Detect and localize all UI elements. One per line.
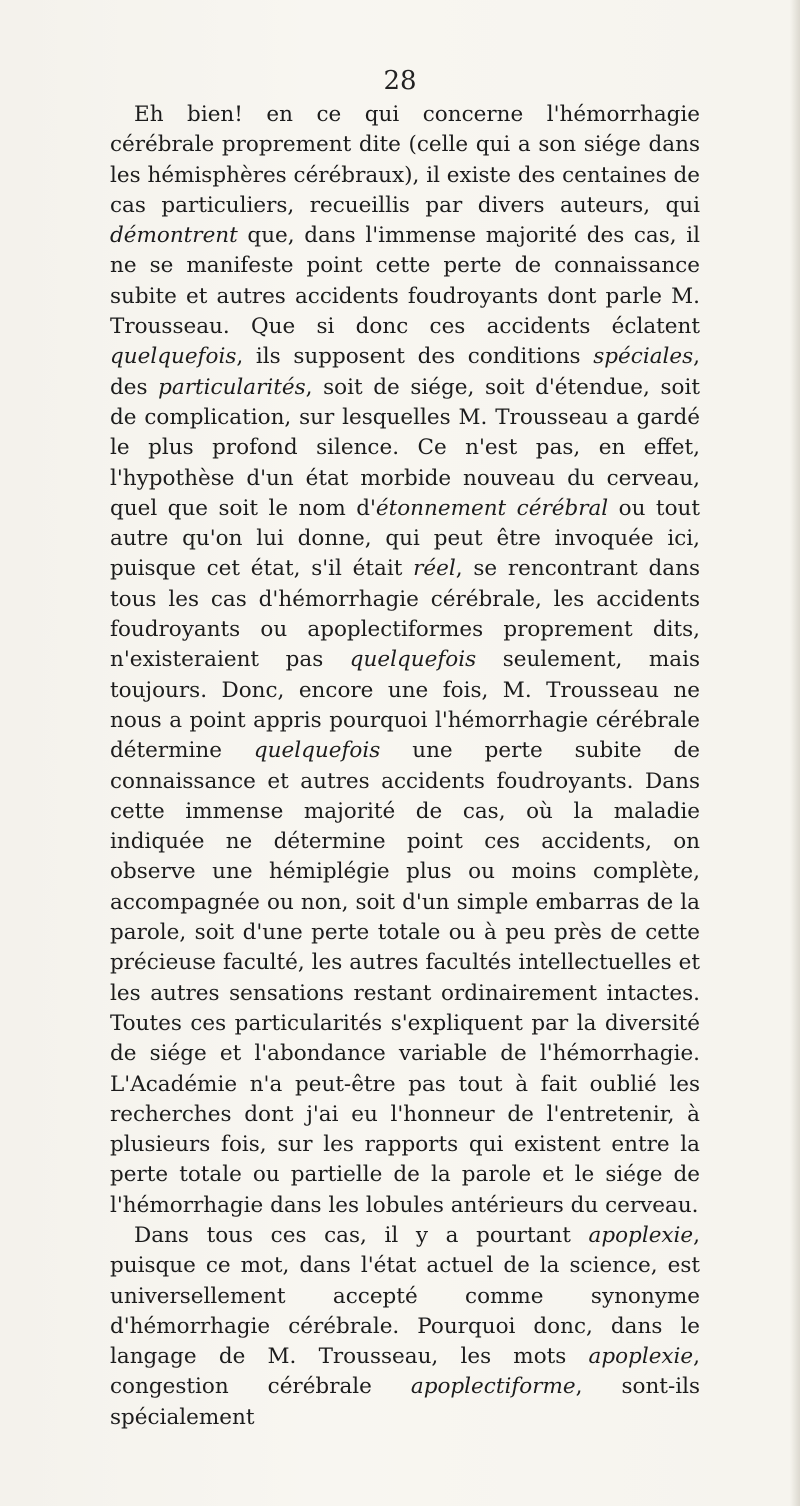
text-run: , congestion cérébrale	[110, 1344, 700, 1400]
italic-text: quelquefois	[349, 647, 477, 673]
text-run: , sont-ils spécialement	[110, 1374, 700, 1430]
text-run: , des	[110, 344, 700, 400]
text-run: Eh bien! en ce qui concerne l'hémorrhagie cérébrale proprement dite (celle qui a son siége dans les hémisphères cérébraux), il existe des centaines de cas particuliers, recueillis par divers auteurs, qui	[110, 102, 700, 218]
italic-text: étonnement cérébral	[375, 495, 609, 521]
text-run: seulement, mais toujours. Donc, encore une fois, M. Trousseau ne nous a point appris pourquoi l'hémorrhagie cérébrale détermine	[110, 647, 700, 764]
italic-text: apoplectiforme	[410, 1374, 576, 1400]
page-number: 28	[383, 66, 417, 96]
text-run: , soit de siége, soit d'étendue, soit de complication, sur lesquelles M. Trousseau a gardé le plus profond silence. Ce n'est pas, en effet, l'hypothèse d'un état morbide nouveau du cerveau, quel que soit le nom d'	[110, 374, 700, 521]
text-run: ou tout autre qu'on lui donne, qui peut être invoquée ici, puisque cet état, s'il était	[110, 495, 700, 582]
italic-text: spéciales	[593, 344, 694, 370]
text-run: , ils supposent des conditions	[236, 344, 594, 370]
italic-text: particularités	[158, 374, 306, 400]
italic-text: quelquefois	[253, 738, 381, 764]
text-run: , puisque ce mot, dans l'état actuel de la science, est universellement accepté comme synonyme d'hémorrhagie cérébrale. Pourquoi donc, dans le langage de M. Trousseau, les mots	[110, 1222, 700, 1370]
italic-text: apoplexie	[588, 1344, 694, 1370]
text-run: que, dans l'immense majorité des cas, il ne se manifeste point cette perte de connaissance subite et autres accidents foudroyants dont parle M. Trousseau. Que si donc ces accidents éclatent	[110, 223, 700, 340]
page-edge-shadow	[790, 0, 800, 1506]
text-run: Dans tous ces cas, il y a pourtant	[134, 1222, 589, 1248]
italic-text: apoplexie	[588, 1222, 694, 1248]
text-run: une perte subite de connaissance et autres accidents foudroyants. Dans cette immense majorité de cas, où la maladie indiquée ne détermine point ces accidents, on observe une hémiplégie plus ou moins complète, accompagnée ou non, soit d'un simple embarras de la parole, soit d'une perte totale ou à peu près de cette précieuse faculté, les autres facultés intellectuelles et les autres sensations restant ordinairement intactes. Toutes ces particularités s'expliquent par la diversité de siége et l'abondance variable de l'hémorrhagie. L'Académie n'a peut-être pas tout à fait oublié les recherches dont j'ai eu l'honneur de l'entretenir, à plusieurs fois, sur les rapports qui existent entre la perte totale ou partielle de la parole et le siége de l'hémorrhagie dans les lobules antérieurs du cerveau.	[110, 738, 700, 1218]
paragraph	[110, 100, 700, 1221]
paragraph	[110, 1221, 700, 1433]
italic-text: démontrent	[110, 223, 238, 249]
italic-text: réel	[413, 556, 456, 582]
italic-text: quelquefois	[110, 344, 237, 370]
body-text	[110, 100, 700, 1433]
text-run: , se rencontrant dans tous les cas d'hémorrhagie cérébrale, les accidents foudroyants ou apoplectiformes proprement dits, n'existeraient pas	[110, 556, 700, 673]
